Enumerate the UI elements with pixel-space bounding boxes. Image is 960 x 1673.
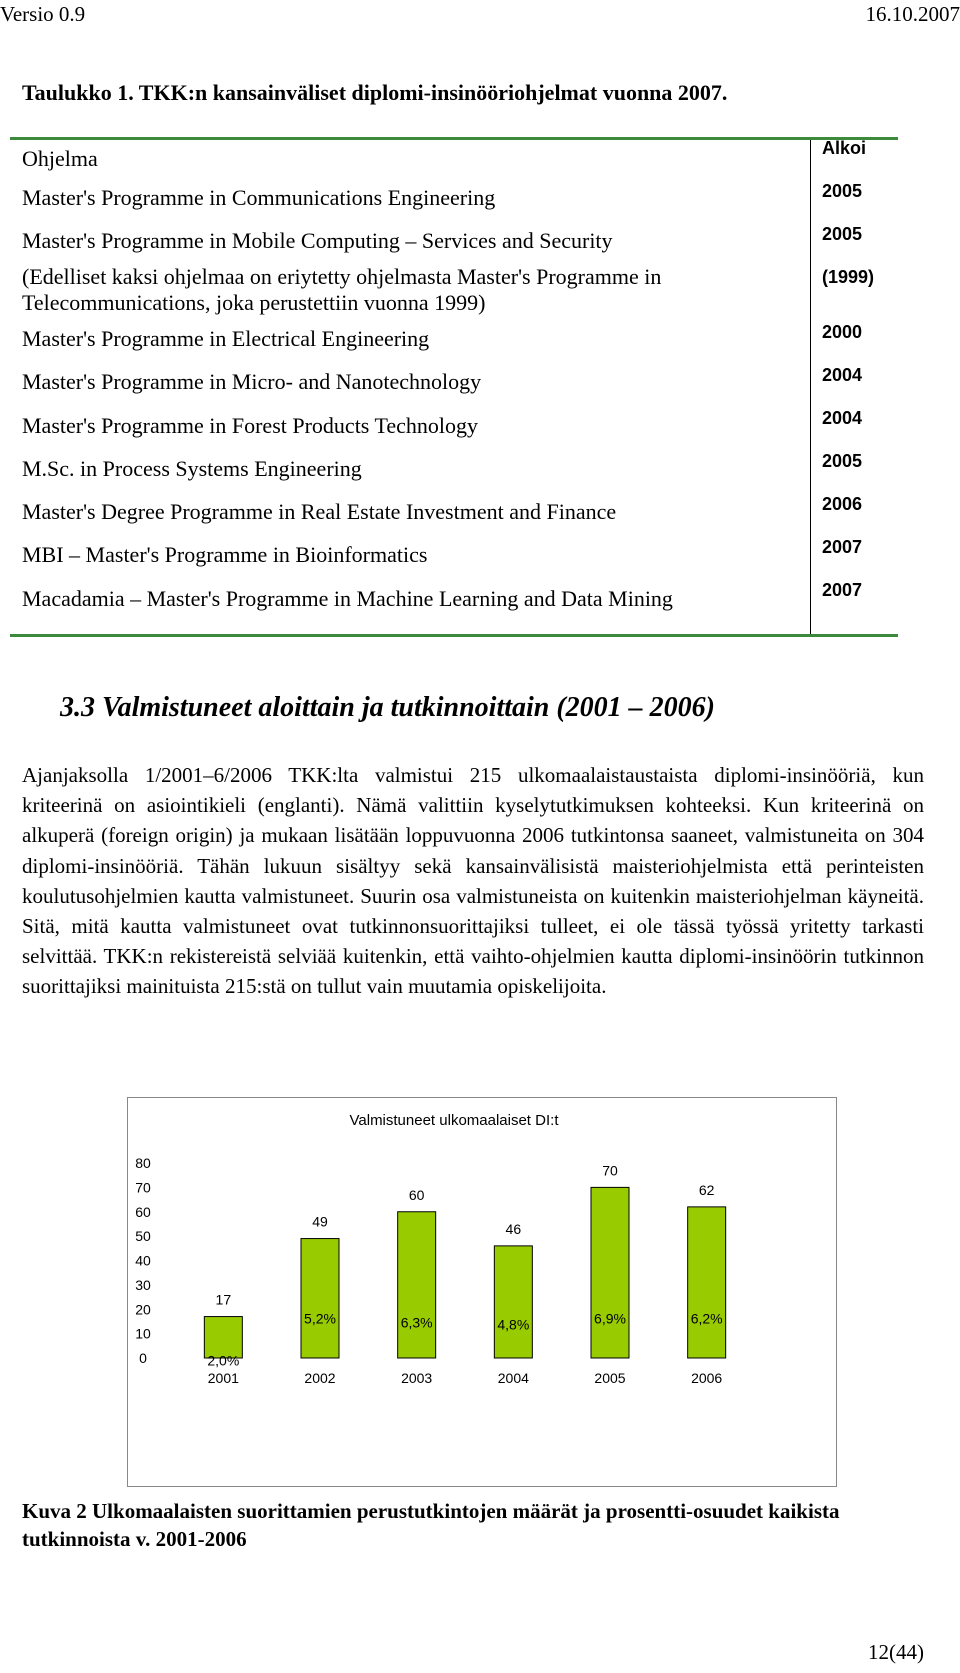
x-tick-label: 2006 (691, 1370, 723, 1386)
bar-value-label: 46 (505, 1220, 522, 1237)
table-header-program: Ohjelma (22, 146, 98, 171)
figure-caption: Kuva 2 Ulkomaalaisten suorittamien perustutkintojen määrät ja prosentti-osuudet kaikista tutkinnoista v. 2001-2006 (22, 1499, 840, 1551)
bar-2006 (688, 1207, 726, 1358)
y-tick-label: 30 (135, 1276, 151, 1293)
table-row-year: 2005 (822, 224, 863, 244)
x-tick-label: 2005 (594, 1370, 626, 1386)
page-number: 12(44) (868, 1640, 924, 1664)
bar-chart (128, 1098, 836, 1486)
bar-2003 (398, 1212, 436, 1358)
bar-2005 (591, 1187, 629, 1358)
y-tick-label: 40 (135, 1252, 151, 1269)
table-row-program: Macadamia – Master's Programme in Machine Learning and Data Mining (22, 586, 673, 611)
table-caption: Taulukko 1. TKK:n kansainväliset diplomi-insinööriohjelmat vuonna 2007. (22, 80, 728, 105)
table-row-program: Master's Degree Programme in Real Estate Investment and Finance (22, 499, 617, 524)
y-tick-label: 80 (135, 1155, 151, 1171)
bar-percent-label: 6,3% (400, 1314, 433, 1331)
table-row-program: Master's Programme in Mobile Computing – Services and Security (22, 228, 613, 253)
y-tick-label: 50 (135, 1228, 151, 1245)
bar-2004 (494, 1246, 532, 1358)
table-row-year: 2004 (822, 408, 863, 428)
document-date: 16.10.2007 (865, 2, 960, 26)
table-row-year: 2005 (822, 451, 863, 471)
table-column-divider (810, 140, 811, 634)
bar-value-label: 60 (408, 1186, 425, 1203)
bar-percent-label: 6,2% (690, 1310, 723, 1327)
y-tick-label: 60 (135, 1203, 151, 1220)
y-tick-label: 0 (139, 1350, 147, 1366)
body-paragraph: Ajanjaksolla 1/2001–6/2006 TKK:lta valmistui 215 ulkomaalaistaustaista diplomi-insinööriä, kun kriteerinä on asiointikieli (englanti). Nämä valittiin kyselytutkimuksen kohteeksi. Kun kriteerinä on alkuperä (foreign origin) ja mukaan lisätään loppuvuonna 2006 tutkintonsa saaneet, valmistuneita on 304 diplomi-insinööriä. Tähän lukuun sisältyy sekä kansainvälisistä maisteriohjelmista että perinteisten koulutusohjelmien kautta valmistuneet. Suurin osa valmistuneista on kuitenkin maisteriohjelman käyneitä. Sitä, mitä kautta valmistuneet ovat tutkinnonsuorittajiksi tulleet, ei ole tässä työssä yritetty tarkasti selvittää. TKK:n rekistereistä selviää kuitenkin, että vaihto-ohjelmien kautta diplomi-insinöörin tutkinnon suorittajiksi mainituista 215:stä on tullut vain muutamia opiskelijoita. (22, 763, 924, 999)
x-tick-label: 2004 (497, 1370, 529, 1386)
chart-title: Valmistuneet ulkomaalaiset DI:t (349, 1112, 559, 1129)
bar-chart-panel (127, 1097, 837, 1487)
table-row-year: (1999) (822, 267, 875, 287)
section-heading: 3.3 Valmistuneet aloittain ja tutkinnoittain (2001 – 2006) (60, 692, 716, 723)
table-header-started: Alkoi (822, 138, 867, 158)
bar-value-label: 49 (312, 1213, 328, 1230)
x-tick-label: 2002 (304, 1370, 336, 1386)
table-row-year: 2000 (822, 322, 863, 342)
y-tick-label: 20 (135, 1301, 151, 1318)
bar-value-label: 17 (215, 1291, 232, 1308)
table-row-program: M.Sc. in Process Systems Engineering (22, 456, 362, 481)
table-row-year: 2004 (822, 365, 863, 385)
x-tick-label: 2001 (207, 1370, 239, 1386)
programmes-table (10, 137, 898, 637)
table-row-program: Master's Programme in Forest Products Technology (22, 413, 479, 438)
bar-percent-label: 5,2% (304, 1310, 336, 1327)
table-row-program: MBI – Master's Programme in Bioinformatics (22, 542, 428, 567)
bar-value-label: 70 (602, 1162, 618, 1179)
document-version: Versio 0.9 (0, 2, 86, 26)
table-row-year: 2006 (822, 494, 863, 514)
bar-value-label: 62 (698, 1181, 715, 1198)
bar-percent-label: 4,8% (497, 1316, 530, 1333)
table-row-program: Master's Programme in Electrical Engineering (22, 326, 430, 351)
bar-percent-label: 6,9% (594, 1310, 626, 1327)
table-row-year: 2007 (822, 580, 863, 600)
table-row-program: Master's Programme in Micro- and Nanotechnology (22, 369, 482, 394)
table-row-program: (Edelliset kaksi ohjelmaa on eriytetty ohjelmasta Master's Programme in Telecommunications, joka perustettiin vuonna 1999) (22, 264, 662, 315)
x-tick-label: 2003 (401, 1370, 433, 1386)
bar-2002 (301, 1239, 339, 1358)
table-row-program: Master's Programme in Communications Engineering (22, 185, 496, 210)
y-tick-label: 10 (135, 1325, 151, 1342)
table-row-year: 2007 (822, 537, 863, 557)
table-row-year: 2005 (822, 181, 863, 201)
y-tick-label: 70 (135, 1179, 151, 1196)
bar-percent-label: 2,0% (207, 1352, 240, 1369)
